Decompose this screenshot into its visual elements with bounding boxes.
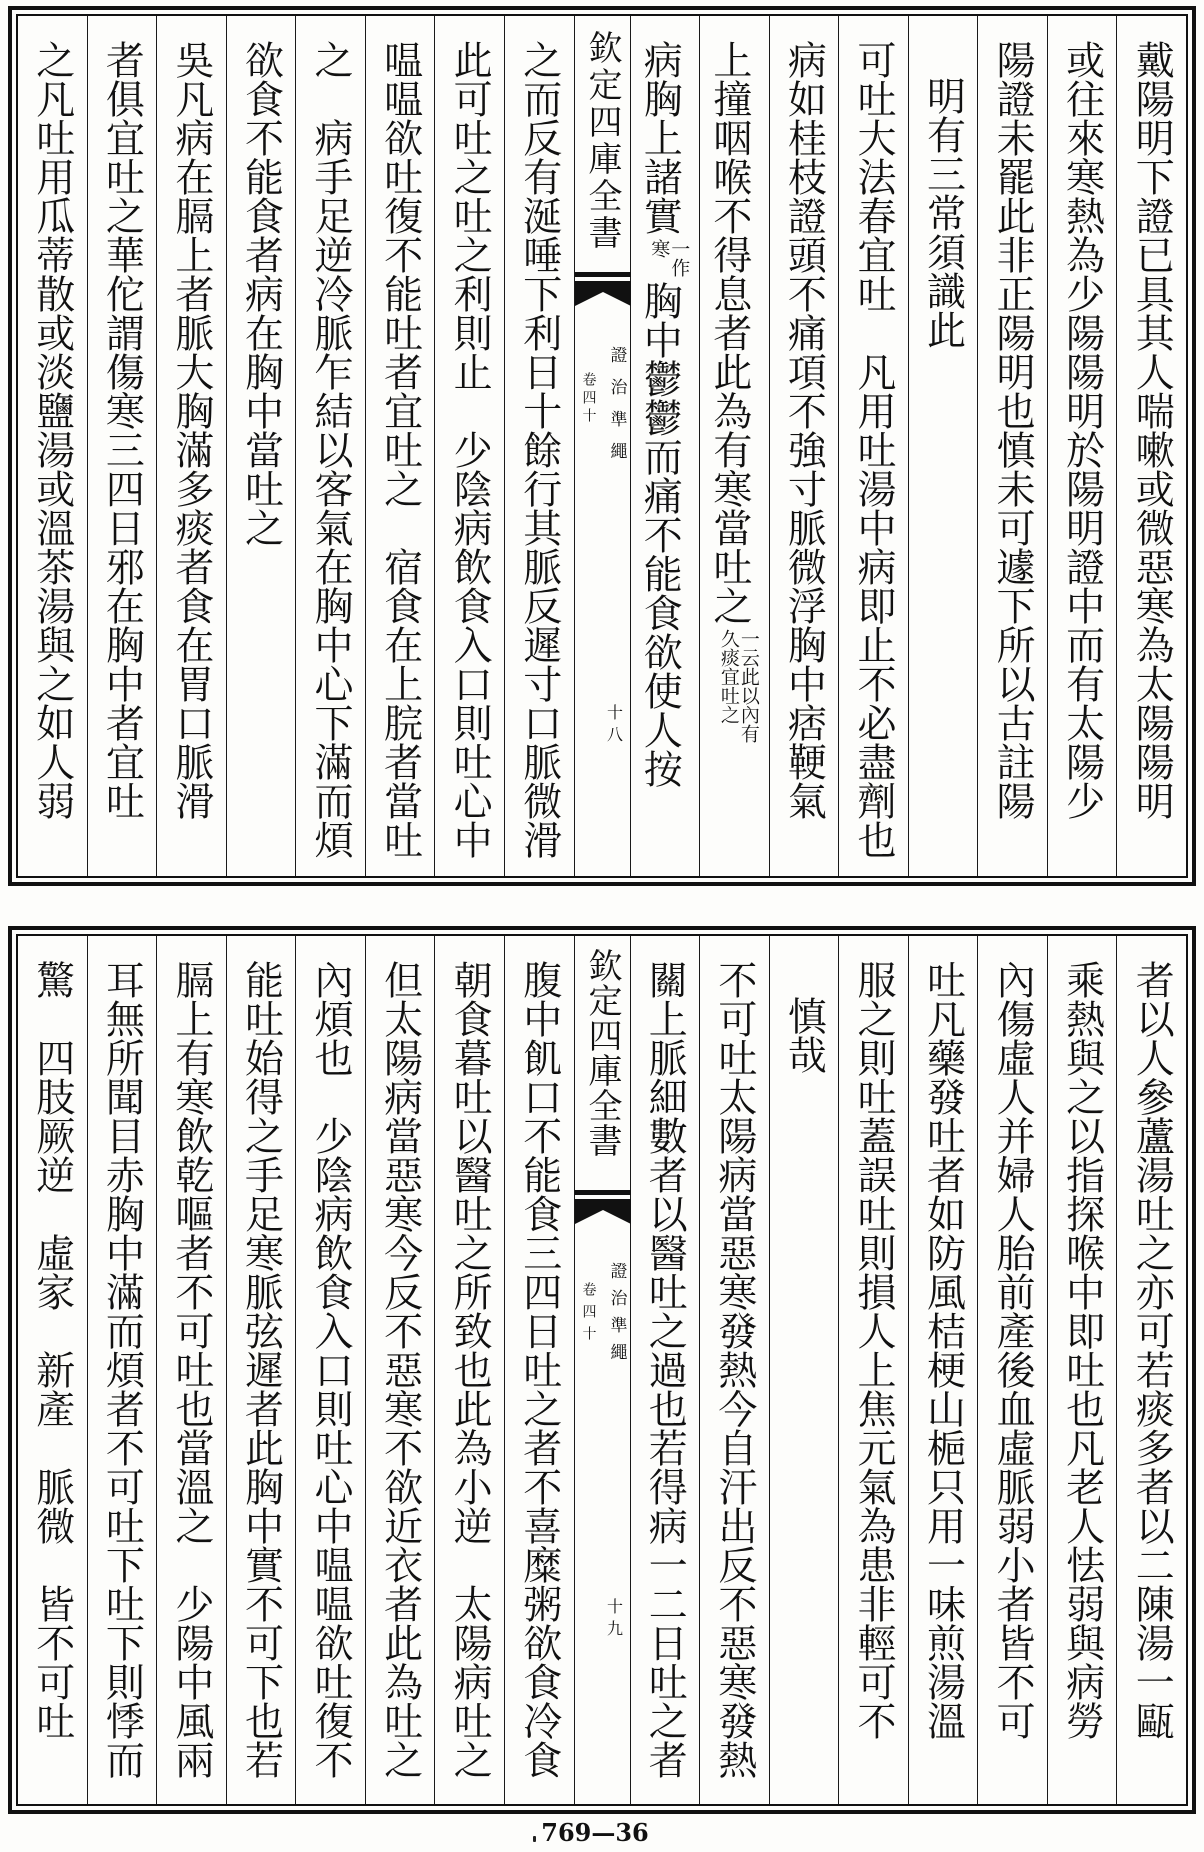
volume-label: 卷四十 — [580, 1282, 597, 1348]
text-column — [699, 936, 769, 1804]
column-text: 耳無所聞目赤胸中滿而煩者不可吐下吐下則悸而 — [99, 960, 145, 1779]
folio-frame — [16, 14, 1188, 878]
column-text: 乘熱與之以指探喉中即吐也凡老人怯弱與病勞 — [1059, 960, 1105, 1740]
text-column — [156, 16, 226, 876]
column-text: 內傷虛人并婦人胎前產後血虛脈弱小者皆不可 — [990, 960, 1036, 1740]
column-flow — [1129, 960, 1175, 1804]
column-text: 吐凡藥發吐者如防風桔梗山梔只用一味煎湯溫 — [920, 960, 966, 1740]
column-flow — [168, 960, 214, 1804]
column-text: 嗢嗢欲吐復不能吐者宜吐之 宿食在上脘者當吐 — [377, 40, 423, 859]
column-text: 者以人參蘆湯吐之亦可若痰多者以二陳湯一甌 — [1129, 960, 1175, 1740]
column-flow — [850, 960, 896, 1804]
upper-folio-panel — [8, 6, 1196, 886]
text-column — [1047, 16, 1117, 876]
text-column — [769, 16, 839, 876]
column-text: 上撞咽喉不得息者此為有寒當吐之 — [706, 40, 752, 625]
column-flow — [29, 40, 75, 876]
column-flow — [377, 40, 423, 876]
text-column — [365, 16, 435, 876]
column-text: 腹中飢口不能食三四日吐之者不喜糜粥欲食冷食 — [516, 960, 562, 1779]
text-column — [977, 936, 1047, 1804]
column-text: 明有三常須識此 — [920, 76, 966, 349]
column-text: 陽證未罷此非正陽明也慎未可遽下所以古註陽 — [990, 40, 1036, 820]
column-flow — [29, 960, 75, 1804]
text-column — [226, 936, 296, 1804]
column-text: 欲食不能食者病在胸中當吐之 — [238, 40, 284, 547]
column-text: 此可吐之吐之利則止 少陰病飲食入口則吐心中 — [447, 40, 493, 859]
column-flow — [637, 40, 691, 876]
column-text: 服之則吐蓋誤吐則損人上焦元氣為患非輕可不 — [850, 960, 896, 1740]
center-fold-column — [574, 16, 630, 876]
column-text: 之 病手足逆冷脈乍結以客氣在胸中心下滿而煩 — [308, 40, 354, 859]
folio-number: 十八 — [604, 704, 624, 748]
column-text: 關上脈細數者以醫吐之過也若得病一二日吐之者 — [642, 960, 688, 1779]
text-column — [838, 936, 908, 1804]
column-flow — [516, 960, 562, 1804]
text-column — [977, 16, 1047, 876]
column-text: 朝食暮吐以醫吐之所致也此為小逆 太陽病吐之 — [447, 960, 493, 1779]
column-flow — [168, 40, 214, 876]
column-flow — [711, 960, 757, 1804]
column-flow — [781, 996, 827, 1804]
column-flow — [308, 40, 354, 876]
text-column — [908, 16, 978, 876]
text-column — [699, 16, 769, 876]
column-flow — [238, 960, 284, 1804]
text-column — [630, 16, 700, 876]
text-column — [1116, 16, 1186, 876]
text-column — [838, 16, 908, 876]
collection-header: 欽定四庫全書 — [582, 30, 622, 252]
note-line: 一云此以內有 — [737, 629, 760, 743]
column-flow — [238, 40, 284, 876]
column-text: 之凡吐用瓜蒂散或淡鹽湯或溫茶湯與之如人弱 — [29, 40, 75, 820]
text-column — [504, 936, 574, 1804]
column-flow — [377, 960, 423, 1804]
column-text: 膈上有寒飲乾嘔者不可吐也當溫之 少陽中風兩 — [168, 960, 214, 1779]
text-column — [295, 936, 365, 1804]
column-flow — [99, 960, 145, 1804]
text-column — [87, 16, 157, 876]
text-column — [18, 16, 87, 876]
note-line: 一作 — [668, 239, 691, 277]
page-number: 769—36 — [541, 1818, 649, 1847]
column-text: 內煩也 少陰病飲食入口則吐心中嗢嗢欲吐復不 — [308, 960, 354, 1779]
column-text: 戴陽明下證已具其人喘嗽或微惡寒為太陽陽明 — [1129, 40, 1175, 820]
text-column — [908, 936, 978, 1804]
column-text: 能吐始得之手足寒脈弦遲者此胸中實不可下也若 — [238, 960, 284, 1779]
text-column — [504, 16, 574, 876]
text-column — [87, 936, 157, 1804]
column-text: 吳凡病在膈上者脈大胸滿多痰者食在胃口脈滑 — [168, 40, 214, 820]
column-flow — [447, 40, 493, 876]
column-flow — [99, 40, 145, 876]
column-text: 病如桂枝證頭不痛項不強寸脈微浮胸中痞鞕氣 — [781, 40, 827, 820]
text-column — [156, 936, 226, 1804]
lower-folio-panel — [8, 926, 1196, 1814]
note-line: 寒 — [648, 239, 671, 258]
text-column — [295, 16, 365, 876]
interlinear-note — [649, 239, 689, 277]
text-column — [18, 936, 87, 1804]
folio-frame — [16, 934, 1188, 1806]
column-flow — [1129, 40, 1175, 876]
note-line: 久痰宜吐之 — [717, 629, 740, 724]
fishtail-ornament — [575, 1190, 631, 1224]
book-title: 證治準繩 — [606, 1262, 627, 1370]
column-text-continued: 胸中鬱鬱而痛不能食欲使人按 — [637, 281, 683, 788]
center-fold-column — [574, 936, 630, 1804]
column-flow — [706, 40, 760, 876]
column-text: 驚 四肢厥逆 虛家 新產 脈微 皆不可吐 — [29, 960, 75, 1740]
text-column — [1047, 936, 1117, 1804]
column-text: 慎哉 — [781, 996, 827, 1074]
text-column — [226, 16, 296, 876]
column-flow — [1059, 960, 1105, 1804]
column-text: 或往來寒熱為少陽陽明於陽明證中而有太陽少 — [1059, 40, 1105, 820]
column-flow — [642, 960, 688, 1804]
collection-header: 欽定四庫全書 — [582, 948, 622, 1158]
column-flow — [781, 40, 827, 876]
column-flow — [990, 40, 1036, 876]
text-column — [769, 936, 839, 1804]
column-flow — [1059, 40, 1105, 876]
interlinear-note — [719, 629, 759, 743]
column-text: 之而反有涎唾下利日十餘行其脈反遲寸口脈微滑 — [516, 40, 562, 859]
column-text: 病胸上諸實 — [637, 40, 683, 235]
column-flow — [920, 960, 966, 1804]
text-column — [434, 16, 504, 876]
column-text: 者俱宜吐之華佗謂傷寒三四日邪在胸中者宜吐 — [99, 40, 145, 820]
column-text: 但太陽病當惡寒今反不惡寒不欲近衣者此為吐之 — [377, 960, 423, 1779]
text-column — [630, 936, 700, 1804]
book-title: 證治準繩 — [606, 346, 627, 474]
volume-label: 卷四十 — [580, 372, 597, 426]
column-flow — [850, 40, 896, 876]
fishtail-ornament — [575, 272, 631, 306]
column-flow — [447, 960, 493, 1804]
column-flow — [990, 960, 1036, 1804]
folio-number: 十九 — [604, 1598, 624, 1642]
text-column — [434, 936, 504, 1804]
column-text: 不可吐太陽病當惡寒發熱今自汗出反不惡寒發熱 — [711, 960, 757, 1779]
column-flow — [308, 960, 354, 1804]
column-flow — [920, 76, 966, 876]
text-column — [1116, 936, 1186, 1804]
column-flow — [516, 40, 562, 876]
column-text: 可吐大法春宜吐 凡用吐湯中病即止不必盡劑也 — [850, 40, 896, 859]
text-column — [365, 936, 435, 1804]
